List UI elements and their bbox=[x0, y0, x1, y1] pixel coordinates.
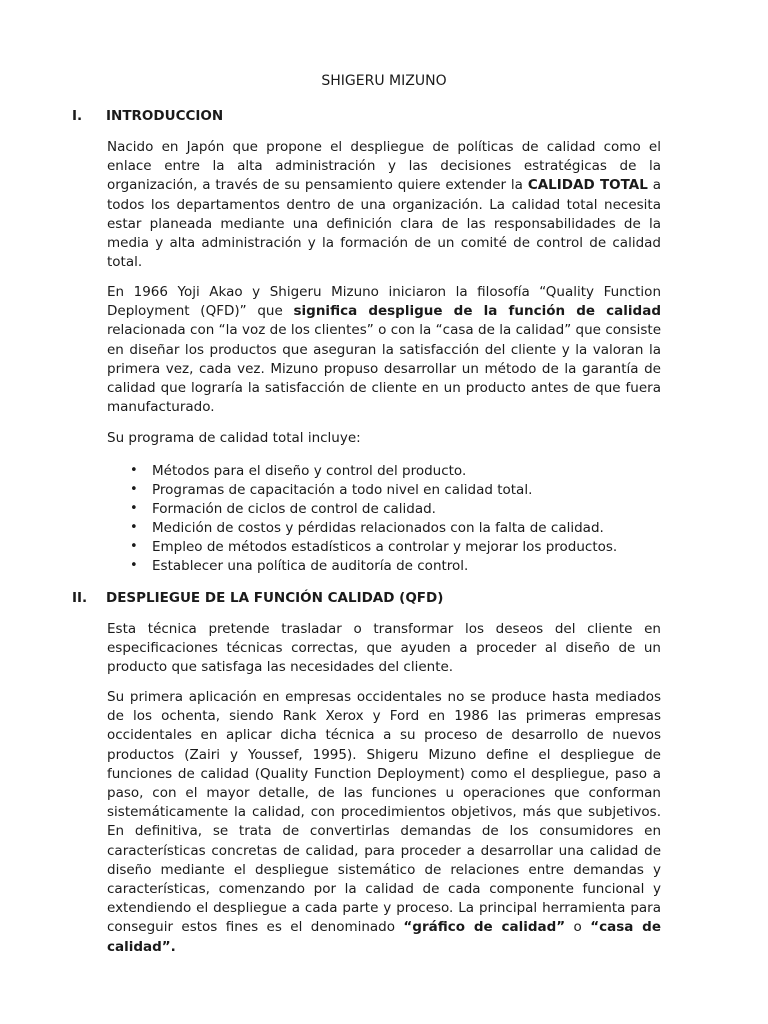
text-run: a todos los departamentos dentro de una organización. La calidad total necesita estar planeada mediante una definición clara de las responsabilidades de la media y alta administración y la formación de un comité de control de calidad total. bbox=[107, 177, 661, 271]
list-item bbox=[107, 519, 661, 538]
bullet-icon: • bbox=[130, 519, 138, 535]
list-item-text: Empleo de métodos estadísticos a controlar y mejorar los productos. bbox=[152, 538, 618, 555]
list-item-text: Métodos para el diseño y control del producto. bbox=[152, 463, 467, 479]
list-item bbox=[107, 481, 661, 500]
text-run: En 1966 Yoji Akao y Shigeru Mizuno iniciaron la filosofía “Quality Function Deployment (QFD)” que bbox=[107, 284, 661, 320]
text-run: relacionada con “la voz de los clientes” o con la “casa de la calidad” que consiste en diseñar los productos que aseguran la satisfacción del cliente y la valoran la primera vez, cada vez. Mizuno propuso desarrollar un método de la garantía de calidad que lograría la satisfacción de cliente en un producto antes de que fuera manufacturado. bbox=[107, 322, 661, 416]
list-item bbox=[107, 462, 661, 481]
list-item bbox=[107, 500, 661, 519]
list-item-text: Formación de ciclos de control de calidad. bbox=[152, 500, 436, 517]
intro-paragraph-3: Su programa de calidad total incluye: bbox=[107, 430, 361, 446]
intro-paragraph-2 bbox=[107, 283, 661, 417]
list-item-text: Programas de capacitación a todo nivel en calidad total. bbox=[152, 481, 533, 498]
text-run: Nacido en Japón que propone el despliegue de políticas de calidad como el enlace entre la alta administración y las decisiones estratégicas de la organización, a través de su pensamiento quiere extender la bbox=[107, 139, 661, 194]
bullet-icon: • bbox=[130, 557, 138, 573]
bullet-icon: • bbox=[130, 500, 138, 516]
bullet-icon: • bbox=[130, 481, 138, 497]
section-heading-introduccion bbox=[72, 106, 672, 126]
bold-text-run: “gráfico de calidad” bbox=[403, 919, 566, 936]
section-title: INTRODUCCION bbox=[106, 108, 224, 124]
qfd-paragraph-2 bbox=[107, 688, 661, 957]
list-item bbox=[107, 538, 661, 557]
list-item-text: Medición de costos y pérdidas relacionados con la falta de calidad. bbox=[152, 519, 604, 536]
text-run: Su primera aplicación en empresas occidentales no se produce hasta mediados de los ochenta, siendo Rank Xerox y Ford en 1986 las primeras empresas occidentales en aplicar dicha técnica a su proceso de desarrollo de nuevos productos (Zairi y Youssef, 1995). Shigeru Mizuno define el despliegue de funciones de calidad (Quality Function Deployment) como el despliegue, paso a paso, con el mayor detalle, de las funciones u operaciones que conforman sistemáticamente la calidad, con procedimientos objetivos, más que subjetivos. En definitiva, se trata de convertirlas demandas de los consumidores en características concretas de calidad, para proceder a desarrollar una calidad de diseño mediante el despliegue sistemático de relaciones entre demandas y características, comenzando por la calidad de cada componente funcional y extendiendo el despliegue a cada parte y proceso. La principal herramienta para conseguir estos fines es el denominado bbox=[107, 689, 661, 936]
bullet-icon: • bbox=[130, 538, 138, 554]
bold-text-run: significa despligue de la función de calidad bbox=[293, 303, 661, 320]
text-run: o bbox=[565, 919, 591, 936]
list-item-text: Establecer una política de auditoría de control. bbox=[152, 557, 469, 574]
section-number: I. bbox=[72, 108, 83, 124]
bold-text-run: CALIDAD TOTAL bbox=[527, 177, 648, 194]
list-item bbox=[107, 557, 661, 576]
bold-text-run: “casa de calidad”. bbox=[107, 919, 661, 955]
qfd-paragraph-1: Esta técnica pretende trasladar o transformar los deseos del cliente en especificaciones técnicas correctas, que ayuden a proceder al diseño de un producto que satisfaga las necesidades del cliente. bbox=[107, 621, 661, 676]
bullet-icon: • bbox=[130, 463, 138, 478]
program-bullet-list bbox=[107, 462, 661, 575]
document-title: SHIGERU MIZUNO bbox=[321, 73, 447, 89]
section-number: II. bbox=[72, 590, 88, 606]
intro-paragraph-1 bbox=[107, 138, 661, 272]
section-heading-qfd bbox=[72, 588, 672, 608]
section-title: DESPLIEGUE DE LA FUNCIÓN CALIDAD (QFD) bbox=[106, 590, 444, 606]
